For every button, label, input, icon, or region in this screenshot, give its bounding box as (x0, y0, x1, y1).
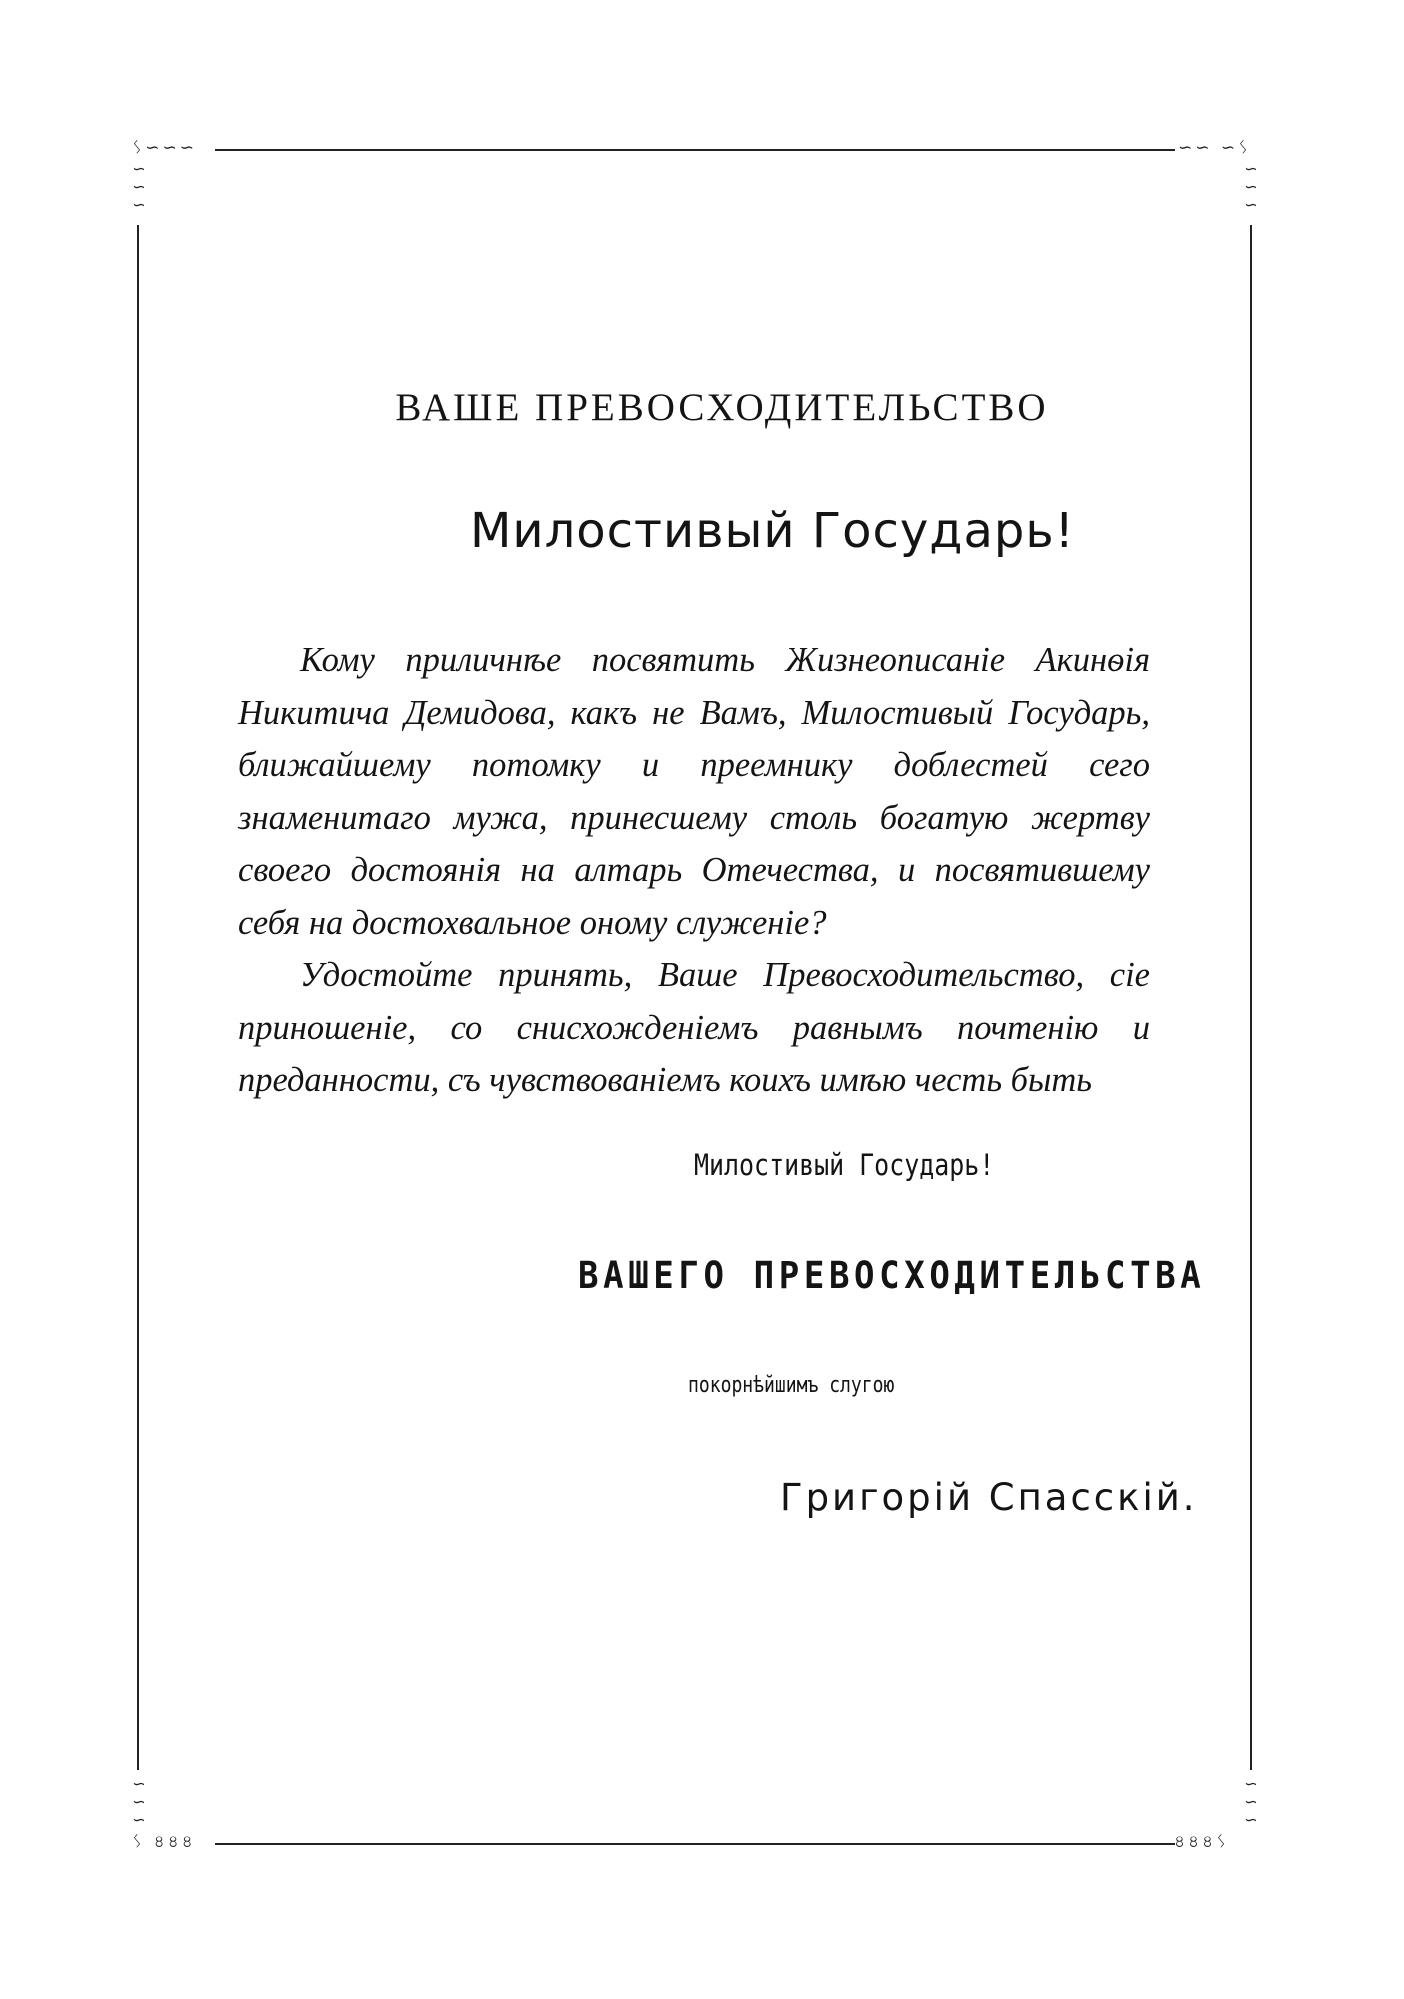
ornament-left-lower: ∽ ∽ ∽ (132, 1774, 146, 1829)
ornament-left-upper: ∽ ∽ ∽ (132, 159, 146, 214)
frame-top-rule (215, 149, 1175, 151)
dedication-paragraph-1: Кому приличнѣе посвятить Жизнеописаніе Акинѳія Никитича Демидова, какъ не Вамъ, Милостивый Государь, ближайшему потомку и преемнику доблестей сего знаменитаго мужа, принесшему столь богатую жертву своего достоянія на алтарь Отечества, и посвятившему себя на достохвальное оному служеніе? (238, 641, 1150, 942)
servant-phrase: покорнѣйшимъ слугою (688, 1373, 895, 1398)
corner-ornament-top-left: ᛊ∽∽∽ (132, 138, 197, 158)
dedication-paragraph-2: Удостойте принять, Ваше Превосходительство, сіе приношеніе, со снисхожденіемъ равнымъ почтенію и преданности, съ чувствованіемъ коихъ имѣю честь быть (238, 956, 1150, 1099)
dedication-salutation: Милостивый Государь! (470, 503, 1075, 559)
frame-bottom-rule (215, 1843, 1175, 1845)
ornament-right-upper: ∽ ∽ ∽ (1244, 159, 1258, 214)
corner-ornament-bottom-left: ᛊ ৪৪৪ (132, 1832, 196, 1852)
corner-ornament-top-right: ∽∽ ∽ᛊ (1178, 138, 1252, 158)
frame-left-rule (137, 225, 139, 1770)
dedication-body (238, 634, 1150, 1107)
closing-salutation: Милостивый Государь! (694, 1148, 995, 1182)
frame-right-rule (1250, 225, 1252, 1770)
title-genitive: ВАШЕГО ПРЕВОСХОДИТЕЛЬСТВА (578, 1254, 1206, 1297)
author-signature: Григорій Спасскій. (780, 1476, 1198, 1519)
dedication-address: ВАШЕ ПРЕВОСХОДИТЕЛЬСТВО (395, 386, 1049, 429)
corner-ornament-bottom-right: ৪৪৪ᛊ (1174, 1832, 1230, 1852)
ornament-right-lower: ∽ ∽ ∽ (1244, 1774, 1258, 1829)
